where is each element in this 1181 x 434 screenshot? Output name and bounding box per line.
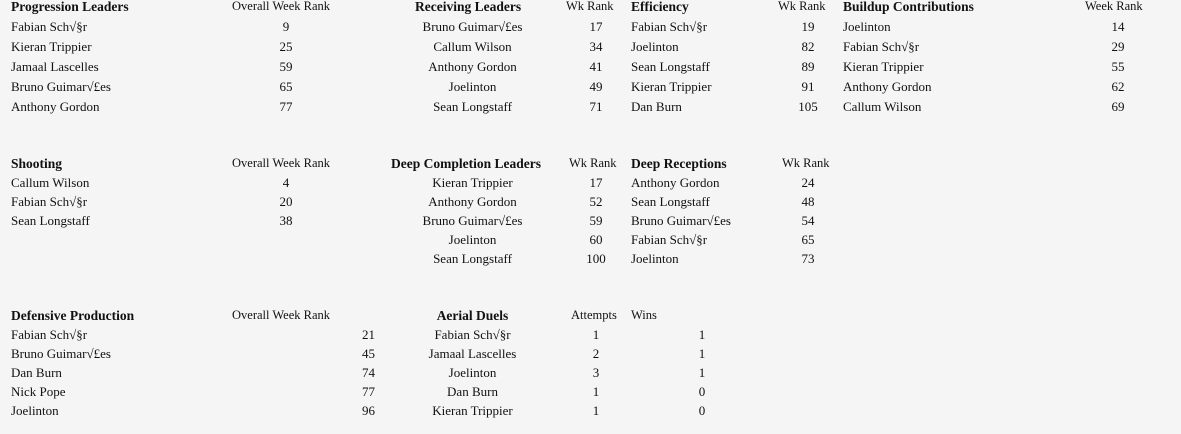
progression-value: 77 (279, 99, 293, 114)
efficiency-name: Dan Burn (631, 99, 682, 114)
buildup-value: 14 (1111, 19, 1125, 34)
receiving-value: 41 (589, 59, 603, 74)
deep-receptions-name: Joelinton (631, 251, 679, 266)
shooting-title: Shooting (11, 156, 63, 171)
progression-value: 65 (279, 79, 293, 94)
efficiency-col-header: Wk Rank (778, 0, 826, 13)
shooting-value: 20 (279, 194, 293, 209)
deep-completion-name: Joelinton (448, 232, 497, 247)
receiving-name: Anthony Gordon (428, 59, 517, 74)
aerial-wins: 1 (698, 365, 706, 380)
deep-completion-value: 17 (589, 175, 603, 190)
receiving-title: Receiving Leaders (415, 0, 522, 14)
aerial-col-attempts: Attempts (571, 308, 617, 322)
defensive-name: Bruno Guimar√£es (11, 346, 111, 361)
deep-completion-col-header: Wk Rank (569, 156, 617, 170)
shooting-name: Fabian Sch√§r (11, 194, 88, 209)
aerial-name: Joelinton (448, 365, 497, 380)
aerial-name: Jamaal Lascelles (428, 346, 517, 361)
deep-completion-name: Anthony Gordon (428, 194, 517, 209)
deep-completion-value: 60 (589, 232, 603, 247)
buildup-name: Kieran Trippier (843, 59, 924, 74)
buildup-name: Joelinton (843, 19, 891, 34)
efficiency-name: Joelinton (631, 39, 679, 54)
buildup-value: 29 (1111, 39, 1125, 54)
receiving-col-header: Wk Rank (566, 0, 614, 13)
receiving-value: 17 (589, 19, 603, 34)
buildup-value: 69 (1111, 99, 1125, 114)
defensive-value: 96 (362, 403, 375, 418)
deep-receptions-value: 54 (801, 213, 815, 228)
buildup-value: 55 (1111, 59, 1125, 74)
deep-receptions-title: Deep Receptions (631, 156, 727, 171)
buildup-name: Anthony Gordon (843, 79, 932, 94)
receiving-value: 71 (589, 99, 603, 114)
efficiency-name: Sean Longstaff (631, 59, 710, 74)
receiving-name: Sean Longstaff (433, 99, 512, 114)
buildup-col-header: Week Rank (1085, 0, 1143, 13)
efficiency-name: Kieran Trippier (631, 79, 712, 94)
shooting-col-header: Overall Week Rank (232, 156, 331, 170)
progression-name: Fabian Sch√§r (11, 19, 88, 34)
aerial-wins: 1 (698, 346, 706, 361)
progression-value: 9 (282, 19, 290, 34)
defensive-title: Defensive Production (11, 308, 135, 323)
aerial-name: Fabian Sch√§r (434, 327, 511, 342)
buildup-name: Fabian Sch√§r (843, 39, 920, 54)
defensive-name: Dan Burn (11, 365, 62, 380)
aerial-attempts: 1 (592, 384, 600, 399)
defensive-name: Joelinton (11, 403, 59, 418)
defensive-value: 74 (362, 365, 375, 380)
defensive-name: Nick Pope (11, 384, 66, 399)
buildup-title: Buildup Contributions (843, 0, 974, 14)
aerial-attempts: 2 (592, 346, 600, 361)
deep-completion-value: 52 (589, 194, 603, 209)
defensive-col-header: Overall Week Rank (232, 308, 331, 322)
progression-name: Kieran Trippier (11, 39, 92, 54)
shooting-name: Callum Wilson (11, 175, 90, 190)
deep-receptions-value: 24 (801, 175, 815, 190)
receiving-name: Joelinton (448, 79, 497, 94)
progression-title: Progression Leaders (11, 0, 129, 14)
aerial-attempts: 1 (592, 403, 600, 418)
aerial-col-wins: Wins (631, 308, 657, 322)
progression-col-header: Overall Week Rank (232, 0, 331, 13)
deep-receptions-value: 73 (801, 251, 815, 266)
deep-receptions-name: Anthony Gordon (631, 175, 720, 190)
efficiency-value: 19 (801, 19, 815, 34)
progression-name: Bruno Guimar√£es (11, 79, 111, 94)
deep-completion-name: Bruno Guimar√£es (422, 213, 523, 228)
progression-name: Anthony Gordon (11, 99, 100, 114)
defensive-value: 45 (362, 346, 375, 361)
aerial-name: Dan Burn (447, 384, 498, 399)
receiving-value: 49 (589, 79, 603, 94)
efficiency-value: 82 (801, 39, 815, 54)
shooting-name: Sean Longstaff (11, 213, 90, 228)
aerial-attempts: 3 (592, 365, 600, 380)
deep-receptions-col-header: Wk Rank (782, 156, 830, 170)
deep-receptions-name: Bruno Guimar√£es (631, 213, 731, 228)
defensive-name: Fabian Sch√§r (11, 327, 88, 342)
receiving-value: 34 (589, 39, 603, 54)
deep-completion-title: Deep Completion Leaders (391, 156, 541, 171)
deep-receptions-name: Fabian Sch√§r (631, 232, 708, 247)
progression-name: Jamaal Lascelles (11, 59, 99, 74)
efficiency-value: 105 (798, 99, 818, 114)
buildup-value: 62 (1111, 79, 1125, 94)
efficiency-value: 89 (801, 59, 815, 74)
efficiency-value: 91 (801, 79, 815, 94)
aerial-wins: 1 (698, 327, 706, 342)
progression-value: 25 (279, 39, 293, 54)
receiving-name: Bruno Guimar√£es (422, 19, 523, 34)
aerial-wins: 0 (698, 384, 706, 399)
aerial-title: Aerial Duels (436, 308, 509, 323)
shooting-value: 38 (279, 213, 293, 228)
receiving-name: Callum Wilson (433, 39, 512, 54)
efficiency-title: Efficiency (631, 0, 689, 14)
efficiency-name: Fabian Sch√§r (631, 19, 708, 34)
deep-completion-value: 59 (589, 213, 603, 228)
deep-receptions-value: 48 (801, 194, 815, 209)
shooting-value: 4 (282, 175, 290, 190)
deep-completion-name: Sean Longstaff (433, 251, 512, 266)
deep-completion-name: Kieran Trippier (432, 175, 513, 190)
defensive-value: 77 (362, 384, 375, 399)
buildup-name: Callum Wilson (843, 99, 922, 114)
progression-value: 59 (279, 59, 293, 74)
defensive-value: 21 (362, 327, 375, 342)
aerial-wins: 0 (698, 403, 706, 418)
deep-receptions-name: Sean Longstaff (631, 194, 710, 209)
aerial-attempts: 1 (592, 327, 600, 342)
deep-receptions-value: 65 (801, 232, 815, 247)
aerial-name: Kieran Trippier (432, 403, 513, 418)
deep-completion-value: 100 (586, 251, 606, 266)
